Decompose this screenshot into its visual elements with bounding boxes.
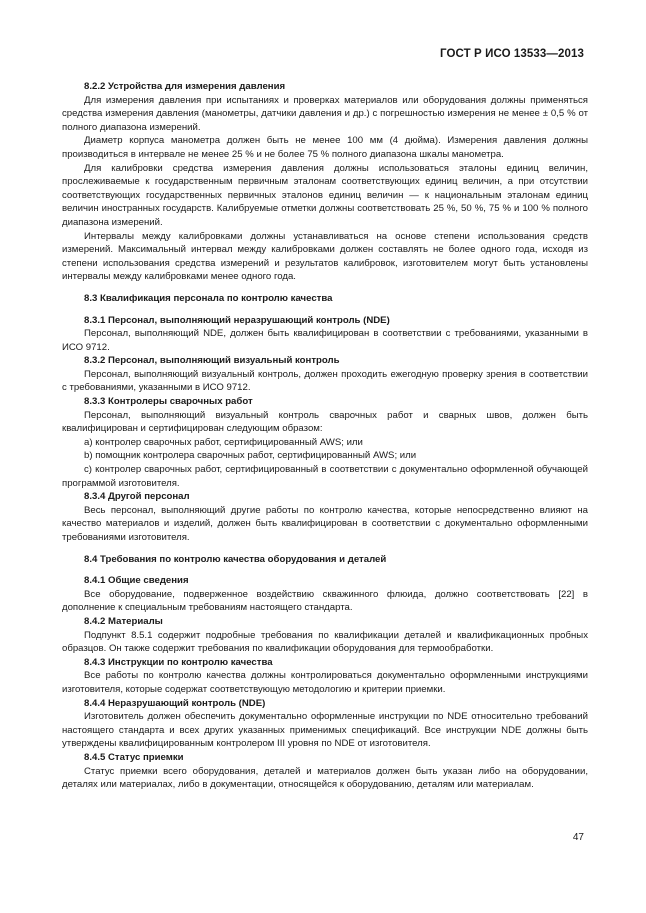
section-heading: 8.3.4 Другой персонал — [84, 491, 190, 503]
paragraph: a) контролер сварочных работ, сертифицированный AWS; или — [84, 436, 363, 448]
paragraph: Изготовитель должен обеспечить документально оформленные инструкции по NDE относительно требований настоящего стандарта и всех других указанных применимых спецификаций. Все инструкции NDE должны быть утверждены квалифицированным контролером III уровня по NDE от изготовителя. — [62, 711, 588, 750]
paragraph: Персонал, выполняющий визуальный контроль, должен проходить ежегодную проверку зрения в соответствии с требованиями, указанными в ИСО 9712. — [62, 368, 588, 394]
section-heading: 8.4.2 Материалы — [84, 615, 163, 627]
section-heading: 8.4.5 Статус приемки — [84, 751, 184, 763]
page-number: 47 — [572, 832, 584, 843]
section-heading: 8.4 Требования по контролю качества оборудования и деталей — [84, 553, 387, 565]
section-heading: 8.3 Квалификация персонала по контролю качества — [84, 292, 333, 304]
paragraph: Статус приемки всего оборудования, деталей и материалов должен быть указан либо на оборудовании, деталях или материалах, либо в документации, относящейся к оборудованию, деталям или материалам. — [62, 765, 588, 791]
paragraph: Для измерения давления при испытаниях и проверках материалов или оборудования должны применяться средства измерения давления (манометры, датчики давления и др.) с погрешностью измерения не менее ± 0,5 % от полного диапазона измерений. — [62, 94, 588, 133]
paragraph: Персонал, выполняющий визуальный контроль сварочных работ и сварных швов, должен быть квалифицирован и сертифицирован следующим образом: — [62, 409, 588, 435]
paragraph: Интервалы между калибровками должны устанавливаться на основе степени использования средств измерений. Максимальный интервал между калибровками должен составлять не более одного года, исходя из степени использования средства измерений и результатов калибровок, изготовителем могут быть установлены интервалы между калибровками менее одного года. — [62, 230, 588, 283]
paragraph: b) помощник контролера сварочных работ, сертифицированный AWS; или — [84, 450, 417, 462]
paragraph: Подпункт 8.5.1 содержит подробные требования по квалификации деталей и квалификационных пробных образцов. Он также содержит требования по квалификации оборудования для термообработки. — [62, 629, 588, 655]
paragraph: Весь персонал, выполняющий другие работы по контролю качества, которые непосредственно влияют на качество материалов и изделий, должен быть квалифицирован в соответствии с документально оформленными требованиями изготовителя. — [62, 504, 588, 543]
page-body — [62, 80, 588, 792]
section-heading: 8.3.3 Контролеры сварочных работ — [84, 396, 253, 408]
section-heading: 8.4.3 Инструкции по контролю качества — [84, 656, 273, 668]
section-heading: 8.3.2 Персонал, выполняющий визуальный контроль — [84, 355, 340, 367]
paragraph: Персонал, выполняющий NDE, должен быть квалифицирован в соответствии с требованиями, указанными в ИСО 9712. — [62, 328, 588, 353]
section-heading: 8.4.1 Общие сведения — [84, 575, 189, 587]
paragraph: Все оборудование, подверженное воздействию скважинного флюида, должно соответствовать [22] в дополнение к специальным требованиям настоящего стандарта. — [62, 588, 588, 614]
paragraph: Диаметр корпуса манометра должен быть не менее 100 мм (4 дюйма). Измерения давления должны производиться в интервале не менее 25 % и не более 75 % полного диапазона шкалы манометра. — [62, 135, 588, 160]
paragraph: Для калибровки средства измерения давления должны использоваться эталоны единиц величин, прослеживаемые к государственным первичным эталонам соответствующих единиц величин, а при отсутствии соответствующих государственных первичных эталонов единиц величин — к национальным эталонам единиц величин иностранных государств. Калибруемые отметки должны соответствовать 25 %, 50 %, 75 % и 100 % полного диапазона измерений. — [62, 162, 588, 228]
paragraph: Все работы по контролю качества должны контролироваться документально оформленными инструкциями изготовителя, которые содержат соответствующую методологию и критерии приемки. — [62, 670, 588, 695]
section-heading: 8.2.2 Устройства для измерения давления — [84, 81, 286, 92]
paragraph: c) контролер сварочных работ, сертифицированный в соответствии с документально оформленной обучающей программой изготовителя. — [62, 464, 588, 489]
section-heading: 8.3.1 Персонал, выполняющий неразрушающий контроль (NDE) — [84, 314, 390, 326]
document-code-header: ГОСТ Р ИСО 13533—2013 — [439, 48, 584, 60]
section-heading: 8.4.4 Неразрушающий контроль (NDE) — [84, 697, 266, 709]
